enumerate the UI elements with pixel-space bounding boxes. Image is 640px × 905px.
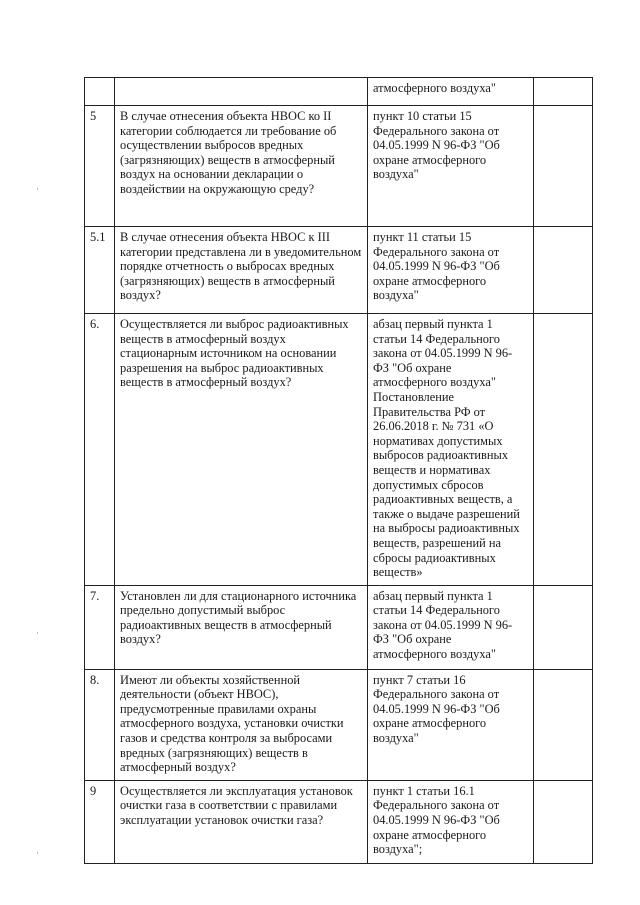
table-row [85,106,593,227]
reference-cell: атмосферного воздуха" [368,78,534,106]
question-cell: Имеют ли объекты хозяйственной деятельности (объект НВОС), предусмотренные правилами охраны атмосферного воздуха, установки очистки газов и средства контроля за выбросами вредных (загрязняющих) веществ в атмосферный воздух? [115,669,368,780]
question-cell: В случае отнесения объекта НВОС ко II категории соблюдается ли требование об осуществлении выбросов вредных (загрязняющих) веществ в атмосферный воздух на основании декларации о воздействии на окружающую среду? [115,106,368,227]
table-row [85,78,593,106]
table-row [85,585,593,669]
question-cell: Осуществляется ли эксплуатация установок очистки газа в соответствии с правилами эксплуатации установок очистки газа? [115,780,368,863]
reference-cell: абзац первый пункта 1 статьи 14 Федерального закона от 04.05.1999 N 96-ФЗ "Об охране атмосферного воздуха" [368,585,534,669]
answer-cell [534,106,593,227]
row-number: 7. [85,585,115,669]
scan-speck: · [36,848,39,858]
row-number: 9 [85,780,115,863]
table-row [85,780,593,863]
row-number [85,78,115,106]
question-cell: Установлен ли для стационарного источника предельно допустимый выброс радиоактивных веществ в атмосферный воздух? [115,585,368,669]
table-row [85,669,593,780]
row-number: 5.1 [85,227,115,314]
table-row [85,314,593,586]
scan-speck: · [36,628,39,638]
reference-cell: пункт 7 статьи 16 Федерального закона от 04.05.1999 N 96-ФЗ "Об охране атмосферного воздуха" [368,669,534,780]
answer-cell [534,227,593,314]
question-cell [115,78,368,106]
checklist-table [84,77,593,864]
answer-cell [534,780,593,863]
answer-cell [534,314,593,586]
reference-cell: абзац первый пункта 1 статьи 14 Федерального закона от 04.05.1999 N 96-ФЗ "Об охране атмосферного воздуха" Постановление Правительства РФ от 26.06.2018 г. № 731 «О нормативах допустимых выбросов радиоактивных веществ и нормативах допустимых сбросов радиоактивных веществ, а также о выдаче разрешений на выбросы радиоактивных веществ, разрешений на сбросы радиоактивных веществ» [368,314,534,586]
answer-cell [534,78,593,106]
row-number: 6. [85,314,115,586]
reference-cell: пункт 11 статьи 15 Федерального закона от 04.05.1999 N 96-ФЗ "Об охране атмосферного воздуха" [368,227,534,314]
table-row [85,227,593,314]
question-cell: Осуществляется ли выброс радиоактивных веществ в атмосферный воздух стационарным источником на основании разрешения на выброс радиоактивных веществ в атмосферный воздух? [115,314,368,586]
row-number: 8. [85,669,115,780]
reference-cell: пункт 1 статьи 16.1 Федерального закона от 04.05.1999 N 96-ФЗ "Об охране атмосферного воздуха"; [368,780,534,863]
reference-cell: пункт 10 статьи 15 Федерального закона от 04.05.1999 N 96-ФЗ "Об охране атмосферного воздуха" [368,106,534,227]
scan-speck: · [36,184,39,194]
answer-cell [534,585,593,669]
question-cell: В случае отнесения объекта НВОС к III категории представлена ли в уведомительном порядке отчетность о выбросах вредных (загрязняющих) веществ в атмосферный воздух? [115,227,368,314]
row-number: 5 [85,106,115,227]
answer-cell [534,669,593,780]
